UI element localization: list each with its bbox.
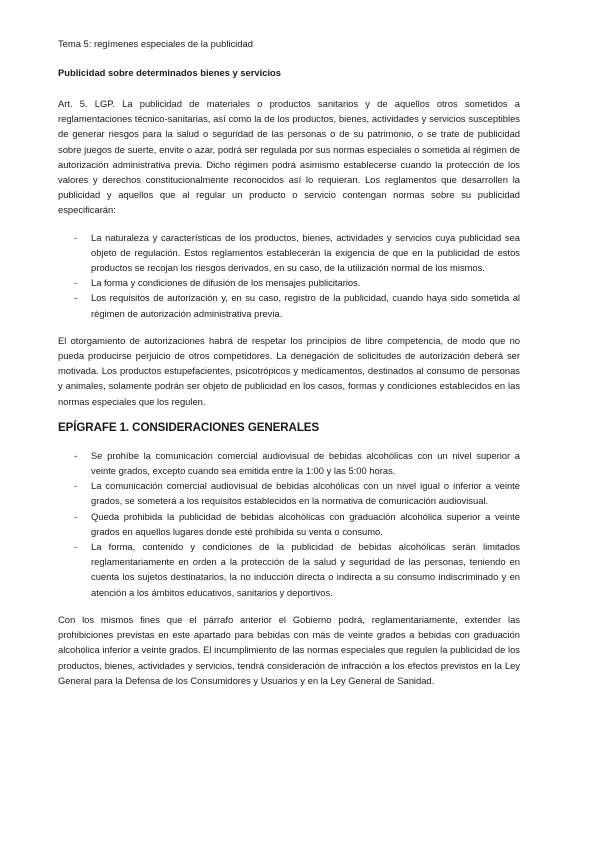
alcohol-rules-list — [58, 448, 520, 600]
document-page — [58, 38, 520, 700]
dash-bullet: - — [74, 292, 78, 304]
dash-bullet: - — [74, 231, 78, 243]
list-item — [58, 509, 520, 539]
list-item-text: Se prohíbe la comunicación comercial audiovisual de bebidas alcohólicas con un nivel superior a veinte grados, excepto cuando sea emitida entre la 1:00 y las 5:00 horas. — [91, 449, 520, 477]
dash-bullet: - — [74, 480, 78, 492]
closing-paragraph: Con los mismos fines que el párrafo anterior el Gobierno podrá, reglamentariamente, extender las prohibiciones previstas en este apartado para bebidas con más de veinte grados a bebidas con graduación alcohólica inferior a veinte grados. El incumplimiento de las normas especiales que regulen la publicidad de los productos, bienes, actividades y servicios, tendrá consideración de infracción a los efectos previstos en la Ley General para la Defensa de los Consumidores y Usuarios y en la Ley General de Sanidad. — [58, 613, 520, 686]
topic-title: Tema 5: regímenes especiales de la publicidad — [58, 38, 253, 49]
list-item-text: La comunicación comercial audiovisual de bebidas alcohólicas con un nivel igual o inferior a veinte grados, se someterá a los requisitos establecidos en la normativa de comunicación audiovisual. — [91, 480, 520, 507]
list-item-text: La forma y condiciones de difusión de los mensajes publicitarios. — [91, 277, 361, 289]
list-item-text: La forma, contenido y condiciones de la publicidad de bebidas alcohólicas serán limitados reglamentariamente en orden a la protección de la salud y seguridad de las personas, teniendo en cuenta los sujetos destinatarios, la no inducción directa o indirecta a su consumo indiscriminado y en atención a los ámbitos educativos, sanitarios y deportivos. — [91, 541, 520, 598]
list-item-text: Los requisitos de autorización y, en su caso, registro de la publicidad, cuando haya sido sometida al régimen de autorización administrativa previa. — [91, 292, 520, 319]
section-subtitle: Publicidad sobre determinados bienes y servicios — [58, 67, 281, 78]
dash-bullet: - — [74, 449, 78, 461]
list-item — [58, 539, 520, 600]
list-item — [58, 290, 520, 320]
dash-bullet: - — [74, 277, 78, 289]
list-item — [58, 275, 520, 290]
list-item-text: Queda prohibida la publicidad de bebidas alcohólicas con graduación alcohólica superior a veinte grados en aquellos lugares donde esté prohibida su venta o consumo. — [91, 510, 520, 537]
list-item — [58, 478, 520, 508]
list-item — [58, 448, 520, 478]
dash-bullet: - — [74, 541, 78, 553]
specification-list — [58, 230, 520, 321]
authorization-paragraph: El otorgamiento de autorizaciones habrá de respetar los principios de libre competencia, de modo que no pueda producirse perjuicio de otros competidores. La denegación de solicitudes de autorización deberá ser motivada. Los productos estupefacientes, psicotrópicos y medicamentos, destinados al consumo de personas y animales, solamente podrán ser objeto de publicidad en los casos, formas y condiciones establecidos en las normas especiales que los regulen. — [58, 334, 520, 407]
dash-bullet: - — [74, 510, 78, 522]
list-item — [58, 230, 520, 276]
epigrafe-heading: EPÍGRAFE 1. CONSIDERACIONES GENERALES — [58, 420, 320, 434]
article-5-paragraph: Art. 5. LGP. La publicidad de materiales o productos sanitarios y de aquellos otros sometidos a reglamentaciones técnico-sanitarias, así como la de los productos, bienes, actividades y servicios susceptibles de generar riesgos para la salud o seguridad de las personas o de su patrimonio, o se trate de publicidad sobre juegos de suerte, envite o azar, podrá ser regulada por sus normas especiales o sometida al régimen de autorización administrativa previa. Dicho régimen podrá asimismo establecerse cuando la protección de los valores y derechos constitucionalmente reconocidos así lo requieran. Los reglamentos que desarrollen la publicidad y aquellos que al regular un producto o servicio contengan normas sobre su publicidad especificarán: — [58, 98, 520, 216]
list-item-text: La naturaleza y características de los productos, bienes, actividades y servicios cuya publicidad sea objeto de regulación. Estos reglamentos establecerán la exigencia de que en la publicidad de estos productos se recojan los riesgos derivados, en su caso, de la utilización normal de los mismos. — [91, 231, 520, 274]
